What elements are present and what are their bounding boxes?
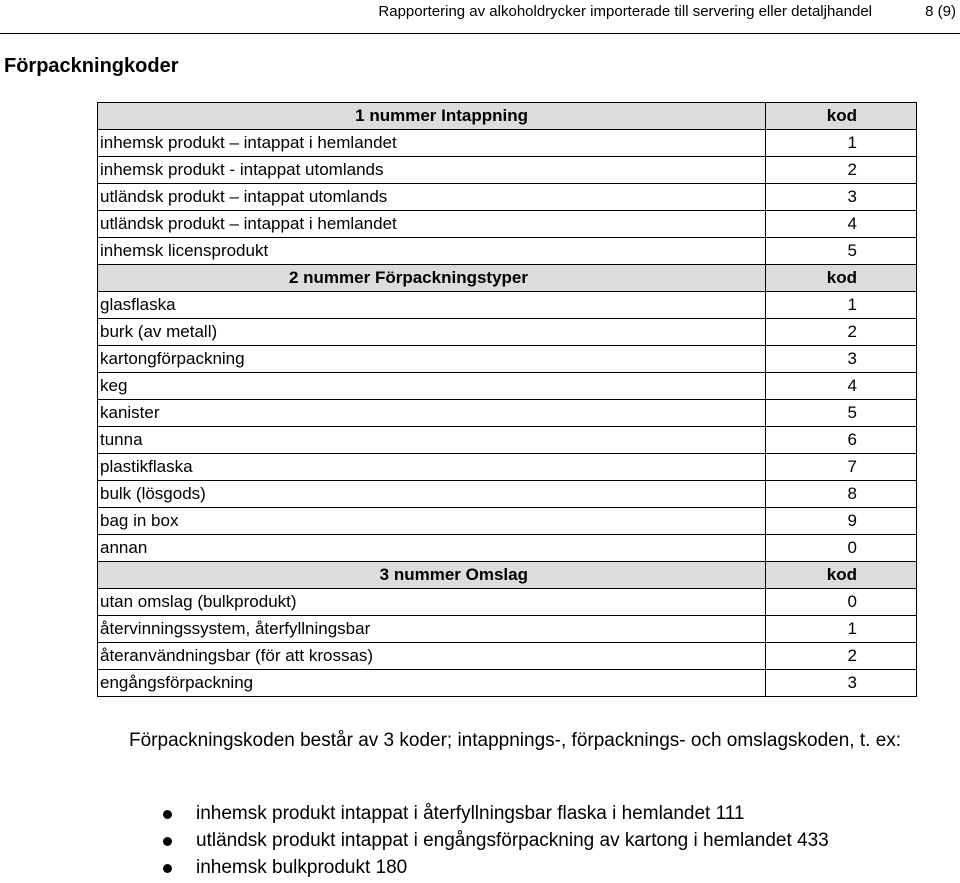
row-code: 1 bbox=[766, 616, 917, 643]
table-row bbox=[98, 454, 917, 481]
page-heading: Förpackningkoder bbox=[4, 55, 179, 77]
bullet-icon bbox=[163, 810, 172, 819]
row-label: plastikflaska bbox=[98, 454, 766, 481]
code-column-header: kod bbox=[766, 103, 917, 130]
table-row bbox=[98, 211, 917, 238]
table-row bbox=[98, 373, 917, 400]
code-column-header: kod bbox=[766, 562, 917, 589]
row-code: 3 bbox=[766, 670, 917, 697]
bullet-icon bbox=[163, 864, 172, 873]
row-code: 0 bbox=[766, 589, 917, 616]
table-row bbox=[98, 589, 917, 616]
table-row bbox=[98, 535, 917, 562]
row-label: bag in box bbox=[98, 508, 766, 535]
row-code: 3 bbox=[766, 184, 917, 211]
example-text: inhemsk produkt intappat i återfyllningsbar flaska i hemlandet 111 bbox=[196, 803, 745, 824]
page-header bbox=[0, 0, 960, 33]
table-row bbox=[98, 346, 917, 373]
row-code: 8 bbox=[766, 481, 917, 508]
row-label: glasflaska bbox=[98, 292, 766, 319]
section-header-row bbox=[98, 562, 917, 589]
row-label: inhemsk produkt – intappat i hemlandet bbox=[98, 130, 766, 157]
explanation-text: Förpackningskoden består av 3 koder; intappnings-, förpacknings- och omslagskoden, t. ex: bbox=[129, 730, 902, 751]
section-header-row bbox=[98, 265, 917, 292]
table-row bbox=[98, 643, 917, 670]
table-row bbox=[98, 508, 917, 535]
example-text: utländsk produkt intappat i engångsförpackning av kartong i hemlandet 433 bbox=[196, 830, 829, 851]
row-code: 7 bbox=[766, 454, 917, 481]
list-item bbox=[160, 802, 829, 829]
section-title: 1 nummer Intappning bbox=[98, 103, 766, 130]
row-code: 2 bbox=[766, 643, 917, 670]
table-row bbox=[98, 184, 917, 211]
packaging-codes-body bbox=[98, 103, 917, 697]
row-code: 6 bbox=[766, 427, 917, 454]
row-label: inhemsk licensprodukt bbox=[98, 238, 766, 265]
bullet-icon bbox=[163, 837, 172, 846]
row-label: utländsk produkt – intappat utomlands bbox=[98, 184, 766, 211]
row-code: 9 bbox=[766, 508, 917, 535]
row-label: utländsk produkt – intappat i hemlandet bbox=[98, 211, 766, 238]
document-title: Rapportering av alkoholdrycker importerade till servering eller detaljhandel bbox=[378, 3, 872, 20]
code-column-header: kod bbox=[766, 265, 917, 292]
row-code: 5 bbox=[766, 238, 917, 265]
row-label: återanvändningsbar (för att krossas) bbox=[98, 643, 766, 670]
section-header-row bbox=[98, 103, 917, 130]
row-code: 4 bbox=[766, 211, 917, 238]
table-row bbox=[98, 616, 917, 643]
example-text: inhemsk bulkprodukt 180 bbox=[196, 857, 408, 878]
table-row bbox=[98, 670, 917, 697]
row-label: bulk (lösgods) bbox=[98, 481, 766, 508]
table-row bbox=[98, 130, 917, 157]
row-code: 2 bbox=[766, 319, 917, 346]
packaging-codes-table bbox=[97, 102, 917, 697]
row-code: 0 bbox=[766, 535, 917, 562]
row-label: annan bbox=[98, 535, 766, 562]
row-code: 3 bbox=[766, 346, 917, 373]
table-row bbox=[98, 481, 917, 508]
row-code: 5 bbox=[766, 400, 917, 427]
row-label: burk (av metall) bbox=[98, 319, 766, 346]
list-item bbox=[160, 829, 829, 856]
table-row bbox=[98, 427, 917, 454]
row-label: kanister bbox=[98, 400, 766, 427]
row-code: 1 bbox=[766, 130, 917, 157]
table-row bbox=[98, 400, 917, 427]
row-label: keg bbox=[98, 373, 766, 400]
row-label: återvinningssystem, återfyllningsbar bbox=[98, 616, 766, 643]
row-label: inhemsk produkt - intappat utomlands bbox=[98, 157, 766, 184]
examples-list bbox=[160, 802, 829, 883]
page-number: 8 (9) bbox=[925, 3, 956, 20]
table-row bbox=[98, 157, 917, 184]
section-title: 3 nummer Omslag bbox=[98, 562, 766, 589]
table-row bbox=[98, 238, 917, 265]
section-title: 2 nummer Förpackningstyper bbox=[98, 265, 766, 292]
row-code: 2 bbox=[766, 157, 917, 184]
table-row bbox=[98, 319, 917, 346]
row-code: 4 bbox=[766, 373, 917, 400]
row-label: kartongförpackning bbox=[98, 346, 766, 373]
row-label: tunna bbox=[98, 427, 766, 454]
row-code: 1 bbox=[766, 292, 917, 319]
row-label: utan omslag (bulkprodukt) bbox=[98, 589, 766, 616]
table-row bbox=[98, 292, 917, 319]
header-divider bbox=[0, 33, 960, 34]
row-label: engångsförpackning bbox=[98, 670, 766, 697]
